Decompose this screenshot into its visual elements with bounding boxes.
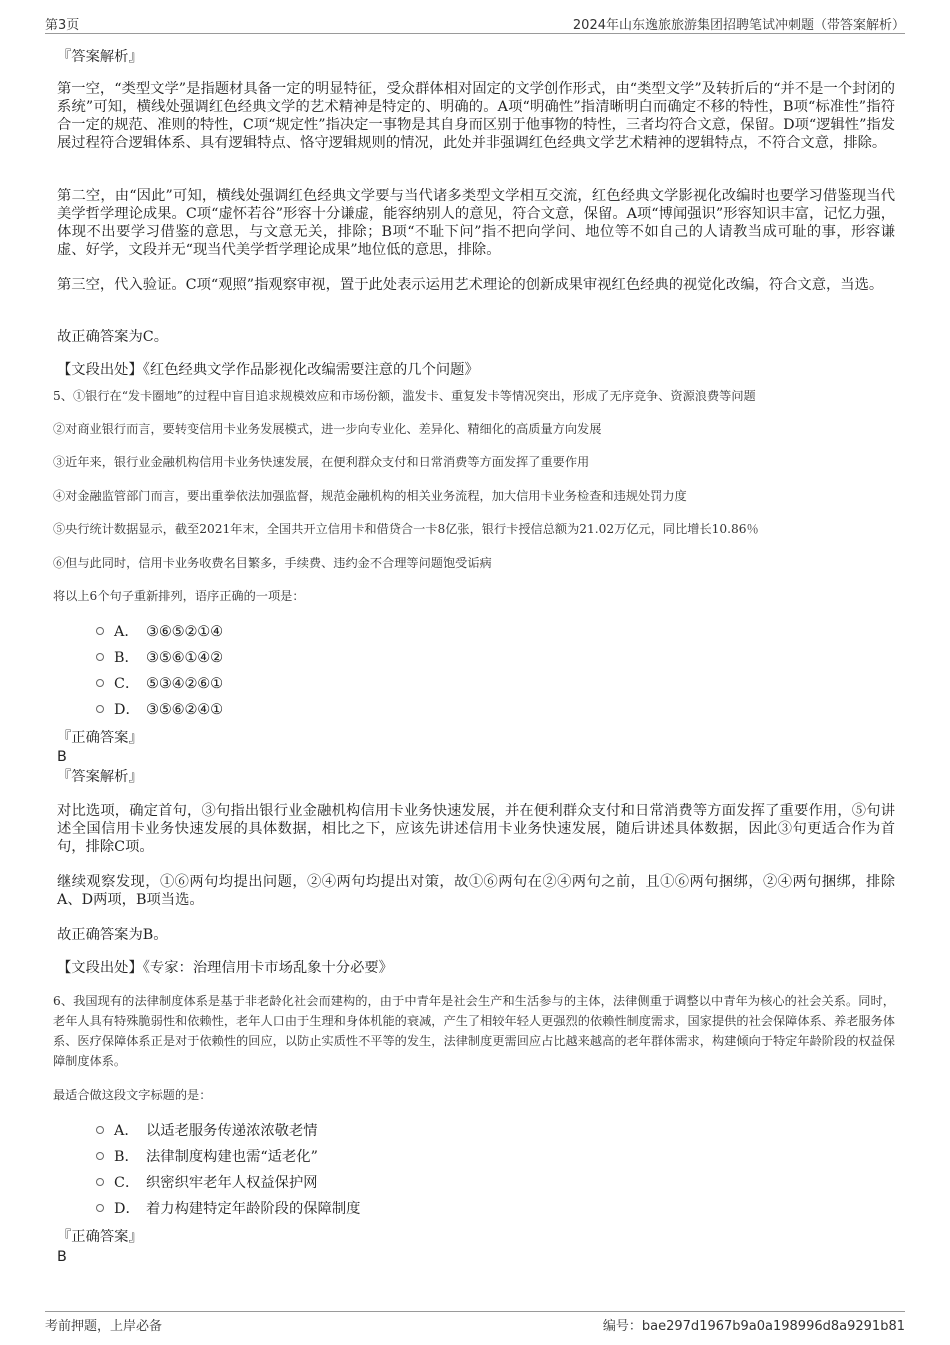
- page-header: [45, 11, 905, 34]
- radio-icon[interactable]: [96, 653, 104, 661]
- q5-sentence-4: ④对金融监管部门而言，要出重拳依法加强监督，规范金融机构的相关业务流程，加大信用卡业务检查和违规处罚力度: [53, 489, 687, 503]
- q4-analysis-para-1: 第一空，“类型文学”是指题材具备一定的明显特征，受众群体相对固定的文学创作形式，由“类型文学”及转折后的“并不是一个封闭的系统”可知，横线处强调红色经典文学的艺术精神是特定的、明确的。A项“明确性”指清晰明白而确定不移的特性，B项“标准性”指符合一定的规范、准则的特性，C项“规定性”指决定一事物是其自身而区别于他事物的特性，三者均符合文意，保留。D项“逻辑性”指发展过程符合逻辑体系、具有逻辑特点、恪守逻辑规则的情况，此处并非强调红色经典文学艺术精神的逻辑特点，不符合文意，排除。: [57, 81, 895, 151]
- q5-option-a[interactable]: A． ③⑥⑤②①④: [96, 622, 223, 642]
- footer-slogan: 考前押题，上岸必备: [45, 1319, 163, 1334]
- q5-sentence-1: 5、①银行在“发卡圈地”的过程中盲目追求规模效应和市场份额，滥发卡、重复发卡等情况突出，形成了无序竞争、资源浪费等问题: [53, 389, 756, 403]
- q4-analysis-para-3: 第三空，代入验证。C项“观照”指观察审视，置于此处表示运用艺术理论的创新成果审视红色经典的视觉化改编，符合文意，当选。: [57, 277, 884, 293]
- q5-option-d[interactable]: D． ③⑤⑥②④①: [96, 700, 223, 720]
- q6-option-a[interactable]: A． 以适老服务传递浓浓敬老情: [96, 1121, 318, 1141]
- q4-analysis-para-2: 第二空，由“因此”可知，横线处强调红色经典文学要与当代诸多类型文学相互交流，红色经典文学影视化改编时也要学习借鉴现当代美学哲学理论成果。C项“虚怀若谷”形容十分谦虚，能容纳别人的意见，符合文意，保留。A项“博闻强识”形容知识丰富，记忆力强，体现不出要学习借鉴的意思，与文意无关，排除；B项“不耻下问”指不把向学问、地位等不如自己的人请教当成可耻的事，形容谦虚、好学，文段并无“现当代美学哲学理论成果”地位低的意思，排除。: [57, 188, 895, 258]
- document-title: 2024年山东逸旅旅游集团招聘笔试冲刺题（带答案解析）: [572, 18, 905, 33]
- q6-answer-label: 『正确答案』: [57, 1229, 143, 1245]
- q5-answer-label: 『正确答案』: [57, 730, 143, 746]
- q6-answer: B: [57, 1249, 67, 1265]
- q6-prompt: 最适合做这段文字标题的是：: [53, 1088, 212, 1102]
- radio-icon[interactable]: [96, 1204, 104, 1212]
- q4-conclusion: 故正确答案为C。: [57, 329, 169, 345]
- page-number: 第3页: [45, 18, 80, 33]
- q5-sentence-2: ②对商业银行而言，要转变信用卡业务发展模式，进一步向专业化、差异化、精细化的高质量方向发展: [53, 422, 602, 436]
- page-footer: [45, 1311, 905, 1336]
- radio-icon[interactable]: [96, 1152, 104, 1160]
- radio-icon[interactable]: [96, 1126, 104, 1134]
- q5-option-b[interactable]: B． ③⑤⑥①④②: [96, 648, 223, 668]
- q5-sentence-6: ⑥但与此同时，信用卡业务收费名目繁多，手续费、违约金不合理等问题饱受诟病: [53, 556, 492, 570]
- q5-source: 【文段出处】《专家：治理信用卡市场乱象十分必要》: [57, 960, 393, 976]
- radio-icon[interactable]: [96, 1178, 104, 1186]
- radio-icon[interactable]: [96, 627, 104, 635]
- q5-prompt: 将以上6个句子重新排列，语序正确的一项是：: [53, 589, 305, 603]
- q5-option-c[interactable]: C． ⑤③④②⑥①: [96, 674, 223, 694]
- q5-sentence-3: ③近年来，银行业金融机构信用卡业务快速发展，在便利群众支付和日常消费等方面发挥了重要作用: [53, 455, 590, 469]
- radio-icon[interactable]: [96, 679, 104, 687]
- q6-passage: 6、我国现有的法律制度体系是基于非老龄化社会而建构的，由于中青年是社会生产和生活参与的主体，法律侧重于调整以中青年为核心的社会关系。同时，老年人具有特殊脆弱性和依赖性，老年人口由于生理和身体机能的衰减，产生了相较年轻人更强烈的依赖性制度需求，国家提供的社会保障体系、养老服务体系、医疗保障体系正是对于依赖性的回应，以防止实质性不平等的发生，法律制度更需回应占比越来越高的老年群体需求，构建倾向于特定年龄阶段的权益保障制度体系。: [53, 994, 895, 1068]
- q5-conclusion: 故正确答案为B。: [57, 927, 168, 943]
- q4-analysis-label: 『答案解析』: [57, 49, 143, 65]
- q5-answer: B: [57, 749, 67, 765]
- document-code: 编号：bae297d1967b9a0a198996d8a9291b81: [602, 1319, 905, 1334]
- q6-option-d[interactable]: D． 着力构建特定年龄阶段的保障制度: [96, 1199, 360, 1219]
- q6-option-b[interactable]: B． 法律制度构建也需“适老化”: [96, 1147, 318, 1167]
- q5-sentence-5: ⑤央行统计数据显示，截至2021年末，全国共开立信用卡和借贷合一卡8亿张，银行卡授信总额为21.02万亿元，同比增长10.86％: [53, 522, 759, 536]
- q6-option-c[interactable]: C． 织密织牢老年人权益保护网: [96, 1173, 318, 1193]
- q4-source: 【文段出处】《红色经典文学作品影视化改编需要注意的几个问题》: [57, 362, 479, 378]
- q5-analysis-para-1: 对比选项，确定首句，③句指出银行业金融机构信用卡业务快速发展，并在便利群众支付和日常消费等方面发挥了重要作用，⑤句讲述全国信用卡业务快速发展的具体数据，相比之下，应该先讲述信用卡业务快速发展，随后讲述具体数据，因此③句更适合作为首句，排除C项。: [57, 803, 895, 855]
- q5-analysis-label: 『答案解析』: [57, 769, 143, 785]
- q5-analysis-para-2: 继续观察发现，①⑥两句均提出问题，②④两句均提出对策，故①⑥两句在②④两句之前，且①⑥两句捆绑，②④两句捆绑，排除A、D两项，B项当选。: [57, 874, 895, 908]
- radio-icon[interactable]: [96, 705, 104, 713]
